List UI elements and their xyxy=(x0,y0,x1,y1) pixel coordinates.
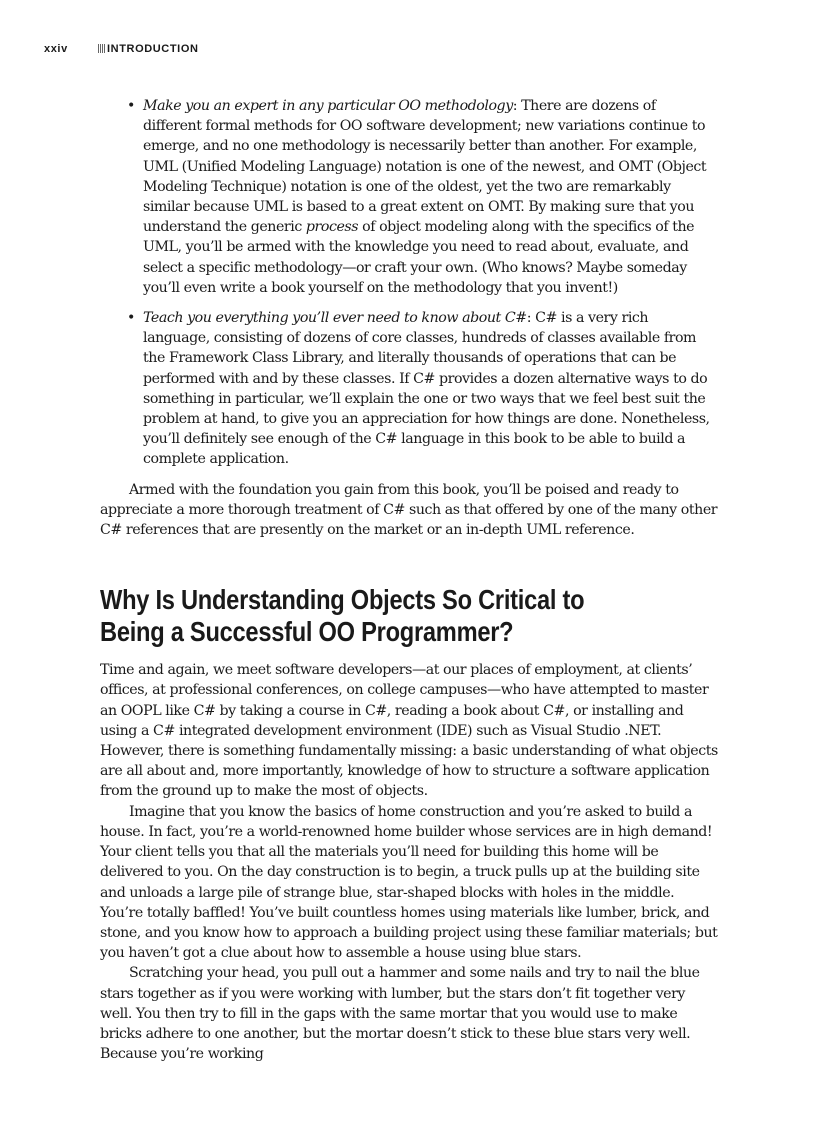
paragraph: Scratching your head, you pull out a hammer and some nails and try to nail the blue stars together as if you were working with lumber, but the stars don’t fit together very well. You then try to fill in the gaps with the same mortar that you would use to make bricks adhere to one another, but the mortar doesn’t stick to these blue stars very well. Because you’re working xyxy=(100,965,700,1063)
paragraph: Time and again, we meet software developers—at our places of employment, at clients’ offices, at professional conferences, on college campuses—who have attempted to master an OOPL like C# by taking a course in C#, reading a book about C#, or installing and using a C# integrated development environment (IDE) such as Visual Studio .NET. However, there is something fundamentally missing: a basic understanding of what objects are all about and, more importantly, knowledge of how to structure a software application from the ground up to make the most of objects. xyxy=(100,662,718,800)
bullet-text: : C# is a very rich language, consisting of dozens of core classes, hundreds of classes available from the Framework Class Library, and literally thousands of operations that can be performed with and by these classes. If C# provides a dozen alternative ways to do something in particular, we’ll explain the one or two ways that we feel best suit the problem at hand, to give you an appreciation for how things are done. Nonetheless, you’ll definitely see enough of the C# language in this book to be able to build a complete application. xyxy=(143,310,710,468)
heading-line: Why Is Understanding Objects So Critical to xyxy=(100,584,585,616)
list-item xyxy=(100,308,718,470)
paragraph: Armed with the foundation you gain from this book, you’ll be poised and ready to appreciate a more thorough treatment of C# such as that offered by one of the many other C# references that are presently on the market or an in-depth UML reference. xyxy=(100,481,718,539)
bullet-emphasis: process xyxy=(305,219,359,236)
bullet-icon: • xyxy=(127,98,135,114)
list-item xyxy=(100,96,718,298)
bullet-list xyxy=(100,96,718,470)
running-header xyxy=(44,43,199,55)
bullet-icon: • xyxy=(127,310,135,327)
paragraph: Imagine that you know the basics of home construction and you’re asked to build a house. In fact, you’re a world-renowned home builder whose services are in high demand! Your client tells you that all the materials you’ll need for building this home will be delivered to you. On the day construction is to begin, a truck pulls up at the building site and unloads a large pile of strange blue, star-shaped blocks with holes in the middle. You’re totally baffled! You’ve built countless homes using materials like lumber, brick, and stone, and you know how to approach a building project using these familiar materials; but you haven’t got a clue about how to assemble a house using blue stars. xyxy=(100,803,718,962)
heading-line: Being a Successful OO Programmer? xyxy=(100,616,514,648)
bullet-lead: Make you an expert in any particular OO methodology xyxy=(143,98,513,114)
section-marker-icon xyxy=(98,44,105,53)
page-number: xxiv xyxy=(44,43,68,55)
section-heading xyxy=(100,584,702,648)
page-body xyxy=(100,96,718,1064)
bullet-text: : There are dozens of different formal methods for OO software development; new variations continue to emerge, and no one methodology is necessarily better than another. For example, UML (Unified Modeling Language) notation is one of the newest, and OMT (Object Modeling Technique) notation is one of the oldest, yet the two are remarkably similar because UML is based to a great extent on OMT. By making sure that you understand the generic xyxy=(143,98,707,236)
bullet-text: of object modeling along with the specifics of the UML, you’ll be armed with the knowledge you need to read about, evaluate, and select a specific methodology—or craft your own. (Who knows? Maybe someday you’ll even write a book yourself on the methodology that you invent!) xyxy=(143,219,695,296)
section-title: INTRODUCTION xyxy=(107,43,199,55)
bullet-lead: Teach you everything you’ll ever need to know about C# xyxy=(143,310,527,327)
